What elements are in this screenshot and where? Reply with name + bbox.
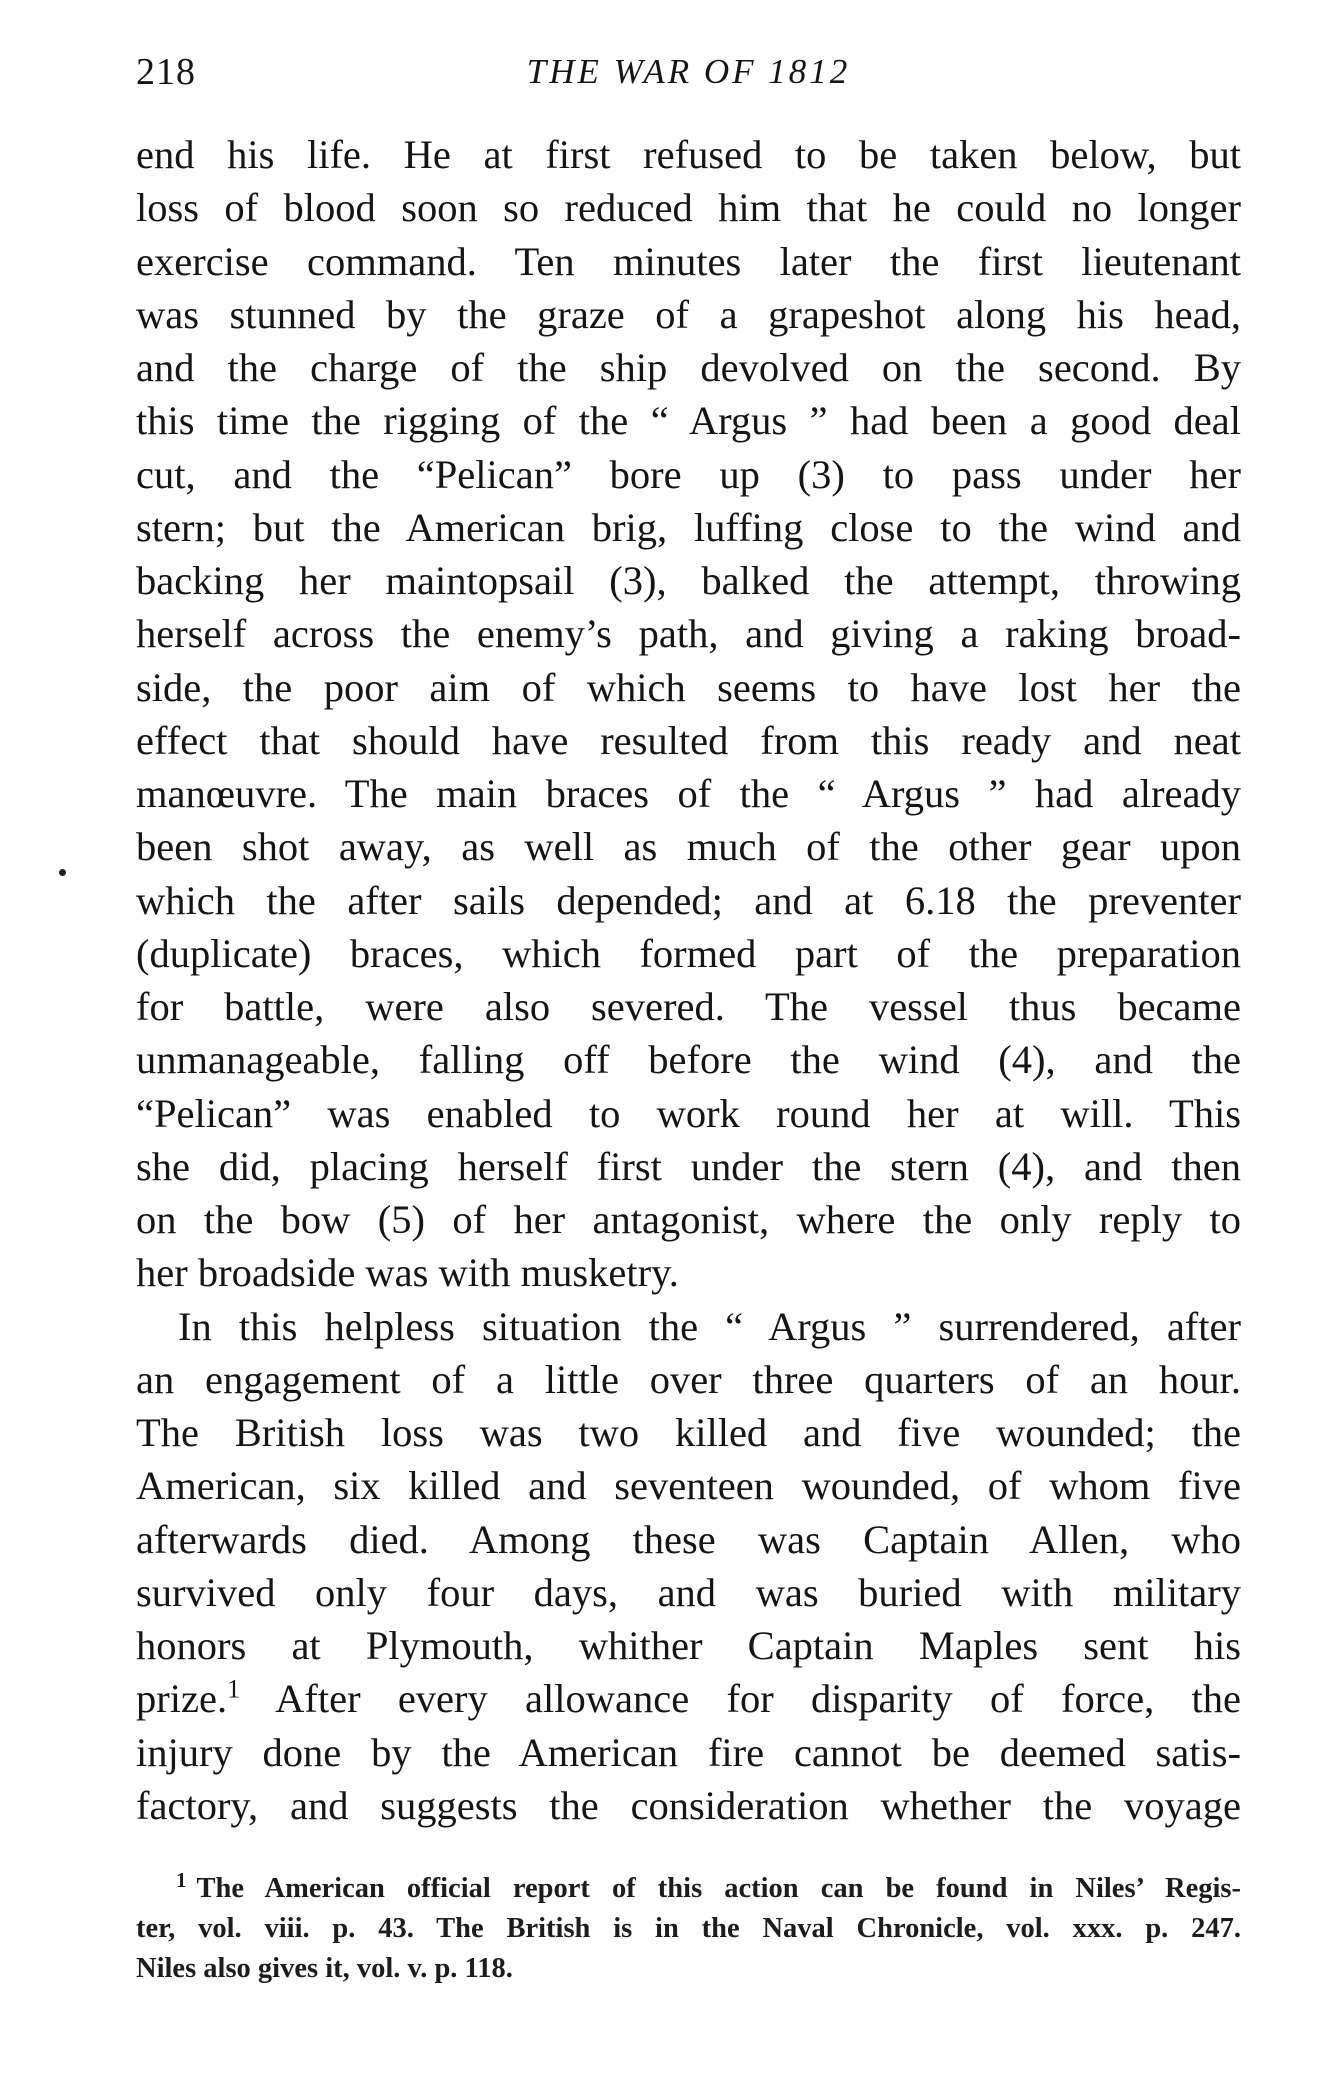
text-line: for battle, were also severed. The vessel thus became: [136, 984, 1241, 1029]
text-line: exercise command. Ten minutes later the first lieutenant: [136, 238, 1241, 284]
text-line: unmanageable, falling off before the wind (4), and the: [136, 1037, 1241, 1083]
footnote-text: The American official report of this action can be found in Niles’ Regis-: [196, 1873, 1241, 1904]
text-line: loss of blood soon so reduced him that he could no longer: [136, 185, 1241, 231]
text-line: manœuvre. The main braces of the “ Argus ” had already: [136, 771, 1241, 816]
footnote-line: [136, 1869, 1241, 1909]
text-line: on the bow (5) of her antagonist, where the only reply to: [136, 1197, 1241, 1242]
footnote-line: ter, vol. viii. p. 43. The British is in the Naval Chronicle, vol. xxx. p. 247.: [136, 1913, 1241, 1944]
text-line: American, six killed and seventeen wounded, of whom five: [136, 1463, 1241, 1509]
page-number: 218: [136, 51, 196, 93]
text-line: which the after sails depended; and at 6.18 the preventer: [136, 877, 1241, 923]
text-line: injury done by the American fire cannot be deemed satis-: [136, 1729, 1241, 1775]
text-line: an engagement of a little over three quarters of an hour.: [136, 1356, 1241, 1402]
prize-line-rest: After every allowance for disparity of force, the: [240, 1676, 1241, 1722]
text-line: this time the rigging of the “ Argus ” had been a good deal: [136, 398, 1241, 444]
footnote: [136, 1869, 1241, 1989]
text-line: side, the poor aim of which seems to have lost her the: [136, 664, 1241, 710]
page-header: [136, 42, 1241, 102]
text-line: she did, placing herself first under the stern (4), and then: [136, 1143, 1241, 1189]
text-line: cut, and the “Pelican” bore up (3) to pass under her: [136, 451, 1241, 497]
text-line-with-footnote-ref: [136, 1672, 1241, 1725]
text-line: (duplicate) braces, which formed part of the preparation: [136, 930, 1241, 976]
text-line: been shot away, as well as much of the other gear upon: [136, 824, 1241, 870]
text-line: afterwards died. Among these was Captain Allen, who: [136, 1516, 1241, 1562]
text-line: was stunned by the graze of a grapeshot along his head,: [136, 291, 1241, 337]
footnote-number: 1: [176, 1867, 187, 1892]
text-line: survived only four days, and was buried with military: [136, 1569, 1241, 1615]
text-line: In this helpless situation the “ Argus ” surrendered, after: [178, 1303, 1241, 1349]
text-line: The British loss was two killed and five wounded; the: [136, 1410, 1241, 1455]
text-line: end his life. He at first refused to be taken below, but: [136, 132, 1241, 177]
footnote-reference: 1: [227, 1674, 241, 1704]
running-head: THE WAR OF 1812: [526, 52, 851, 91]
prize-text: prize.: [136, 1676, 228, 1722]
text-line: and the charge of the ship devolved on the second. By: [136, 345, 1241, 390]
text-line: backing her maintopsail (3), balked the attempt, throwing: [136, 558, 1241, 603]
main-text: [136, 128, 1241, 1832]
text-line: effect that should have resulted from this ready and neat: [136, 717, 1241, 763]
text-line: her broadside was with musketry.: [136, 1250, 679, 1296]
text-line: honors at Plymouth, whither Captain Maples sent his: [136, 1623, 1241, 1668]
margin-ink-dot: [59, 869, 66, 876]
text-line: “Pelican” was enabled to work round her at will. This: [136, 1090, 1241, 1136]
text-line: factory, and suggests the consideration whether the voyage: [136, 1782, 1241, 1828]
footnote-line: Niles also gives it, vol. v. p. 118.: [136, 1953, 513, 1984]
text-line: stern; but the American brig, luffing close to the wind and: [136, 504, 1241, 550]
text-line: herself across the enemy’s path, and giving a raking broad-: [136, 611, 1241, 657]
